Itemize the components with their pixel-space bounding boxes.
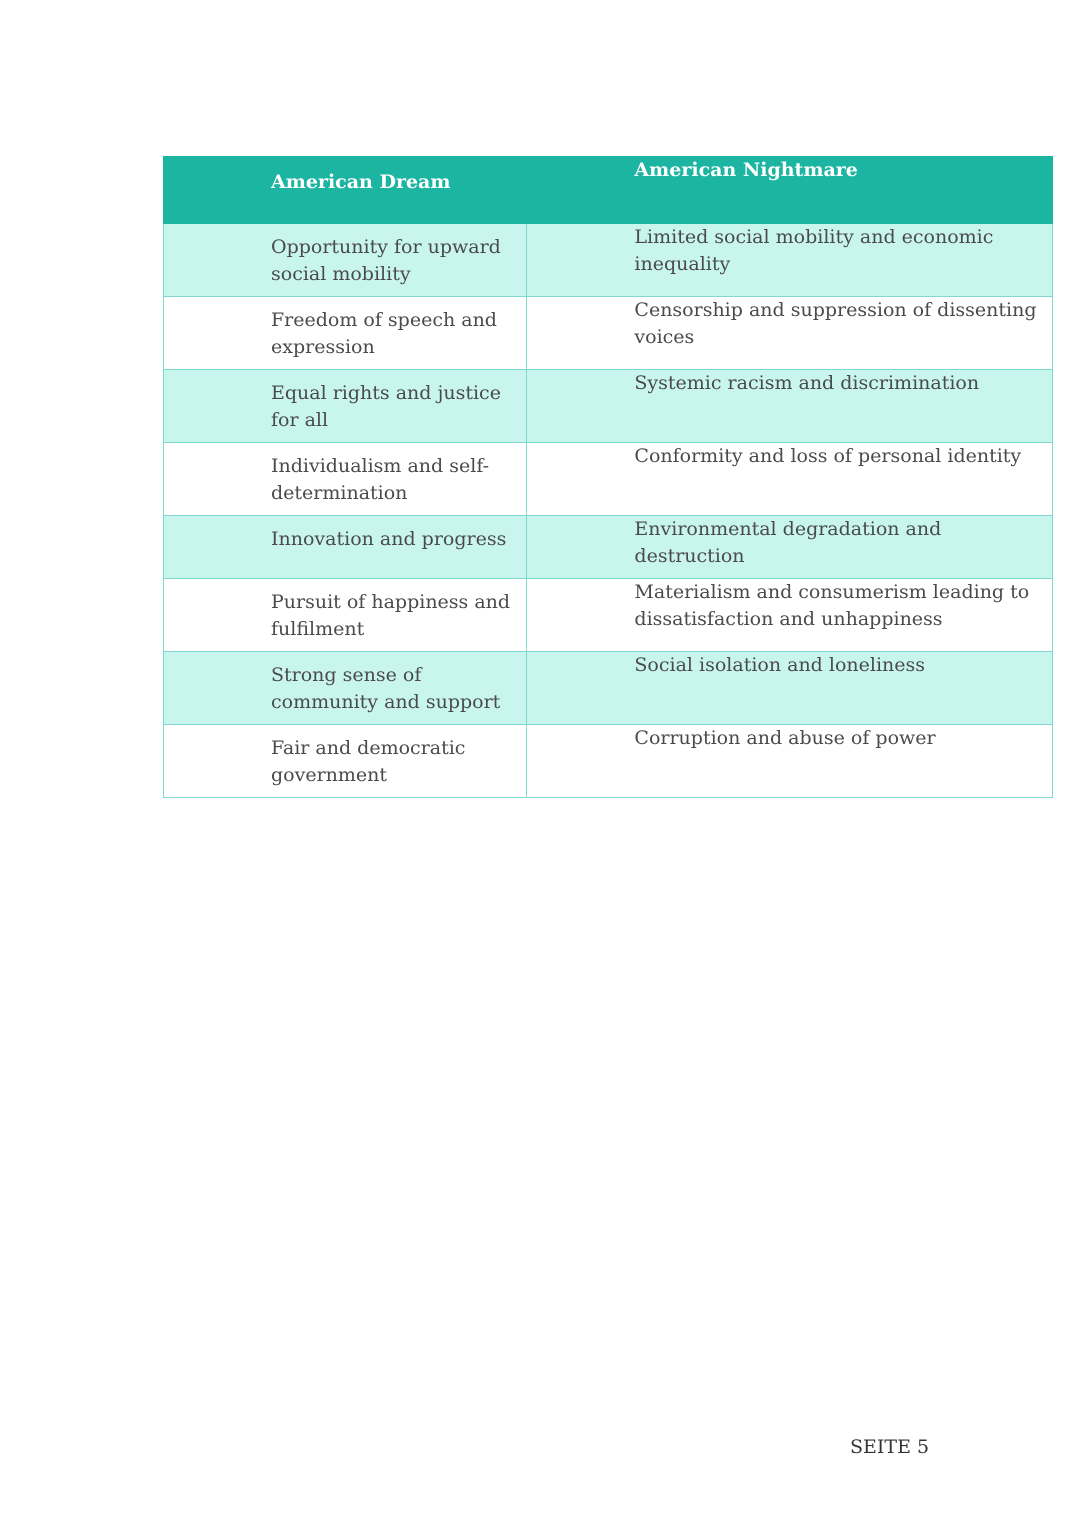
- dream-cell: Opportunity for upward social mobility: [164, 224, 527, 297]
- header-american-dream: American Dream: [164, 157, 527, 224]
- nightmare-cell: Social isolation and loneliness: [527, 652, 1053, 725]
- dream-cell: Freedom of speech and expression: [164, 297, 527, 370]
- table-row: [164, 370, 1053, 443]
- nightmare-cell: Corruption and abuse of power: [527, 725, 1053, 798]
- dream-cell: Individualism and self-determination: [164, 443, 527, 516]
- table-row: [164, 516, 1053, 579]
- comparison-table: [163, 156, 1053, 798]
- dream-cell: Fair and democratic government: [164, 725, 527, 798]
- nightmare-cell: Environmental degradation and destruction: [527, 516, 1053, 579]
- dream-cell: Pursuit of happiness and fulfilment: [164, 579, 527, 652]
- nightmare-cell: Conformity and loss of personal identity: [527, 443, 1053, 516]
- table-row: [164, 579, 1053, 652]
- header-american-nightmare: American Nightmare: [527, 157, 1053, 224]
- dream-cell: Strong sense of community and support: [164, 652, 527, 725]
- nightmare-cell: Systemic racism and discrimination: [527, 370, 1053, 443]
- table-row: [164, 443, 1053, 516]
- table-header-row: [164, 157, 1053, 224]
- dream-cell: Innovation and progress: [164, 516, 527, 579]
- nightmare-cell: Materialism and consumerism leading to dissatisfaction and unhappiness: [527, 579, 1053, 652]
- dream-cell: Equal rights and justice for all: [164, 370, 527, 443]
- table-row: [164, 652, 1053, 725]
- table-row: [164, 224, 1053, 297]
- table-row: [164, 297, 1053, 370]
- nightmare-cell: Limited social mobility and economic inequality: [527, 224, 1053, 297]
- nightmare-cell: Censorship and suppression of dissenting voices: [527, 297, 1053, 370]
- table-row: [164, 725, 1053, 798]
- page-number: SEITE 5: [850, 1436, 930, 1458]
